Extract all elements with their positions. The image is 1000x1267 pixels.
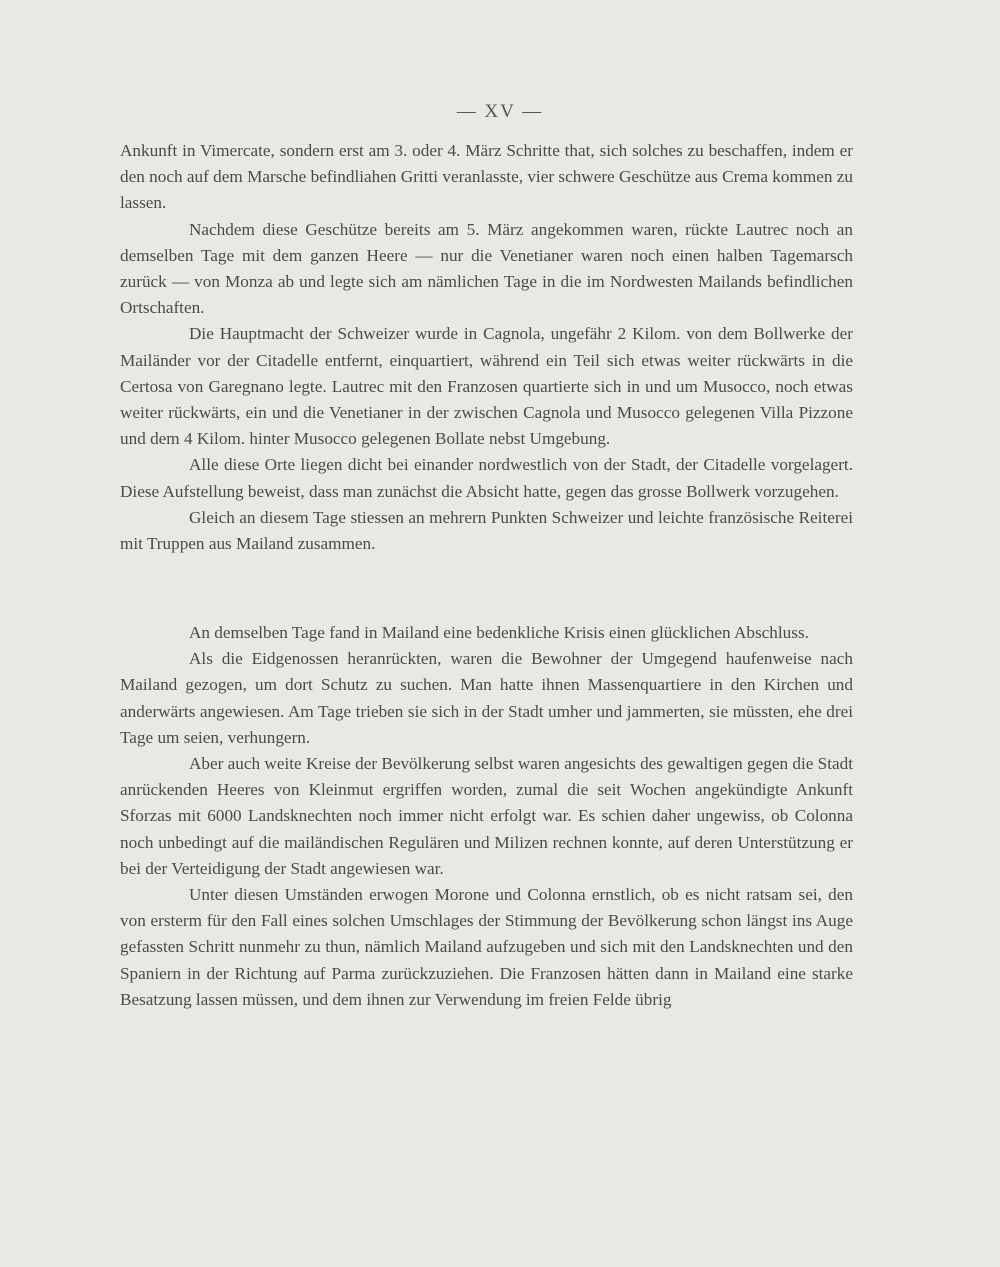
paragraph: Aber auch weite Kreise der Bevölkerung selbst waren angesichts des gewaltigen gegen die Stadt anrückenden Heeres von Kleinmut ergriffen worden, zumal die seit Wochen angekündigte Ankunft Sforzas mit 6000 Landsknechten noch immer nicht erfolgt war. Es schien daher ungewiss, ob Colonna noch unbedingt auf die mailändischen Regulären und Milizen rechnen konnte, auf deren Unterstützung er bei der Verteidigung der Stadt angewiesen war. xyxy=(120,754,853,878)
paragraph: Unter diesen Umständen erwogen Morone und Colonna ernstlich, ob es nicht ratsam sei, den von ersterm für den Fall eines solchen Umschlages der Stimmung der Bevölkerung schon längst ins Auge gefassten Schritt nunmehr zu thun, nämlich Mailand aufzugeben und sich mit den Landsknechten und den Spaniern in der Richtung auf Parma zurückzuziehen. Die Franzosen hätten dann in Mailand eine starke Besatzung lassen müssen, und dem ihnen zur Verwendung im freien Felde übrig xyxy=(120,885,853,1009)
paragraph: Nachdem diese Geschütze bereits am 5. März angekommen waren, rückte Lautrec noch an demselben Tage mit dem ganzen Heere — nur die Venetianer waren noch einen halben Tagemarsch zurück — von Monza ab und legte sich am nämlichen Tage in die im Nordwesten Mailands befindlichen Ortschaften. xyxy=(120,219,853,318)
paragraph: Ankunft in Vimercate, sondern erst am 3. oder 4. März Schritte that, sich solches zu beschaffen, indem er den noch auf dem Marsche befindliahen Gritti veranlasste, vier schwere Geschütze aus Crema kommen zu lassen. xyxy=(120,141,853,213)
paragraph: Alle diese Orte liegen dicht bei einander nordwestlich von der Stadt, der Citadelle vorgelagert. Diese Aufstellung beweist, dass man zunächst die Absicht hatte, gegen das grosse Bollwerk vorzugehen. xyxy=(120,455,853,501)
page-number: — XV — xyxy=(456,101,544,122)
paragraph: Gleich an diesem Tage stiessen an mehrern Punkten Schweizer und leichte französische Reiterei mit Truppen aus Mailand zusammen. xyxy=(120,507,853,554)
paragraph: Als die Eidgenossen heranrückten, waren die Bewohner der Umgegend haufenweise nach Mailand gezogen, um dort Schutz zu suchen. Man hatte ihnen Massenquartiere in den Kirchen und anderwärts angewiesen. Am Tage trieben sie sich in der Stadt umher und jammerten, sie müssten, ehe drei Tage um seien, verhungern. xyxy=(120,649,853,747)
paragraph: Die Hauptmacht der Schweizer wurde in Cagnola, ungefähr 2 Kilom. von dem Bollwerke der Mailänder vor der Citadelle entfernt, einquartiert, während ein Teil sich etwas weiter rückwärts in die Certosa von Garegnano legte. Lautrec mit den Franzosen quartierte sich in und um Musocco, noch etwas weiter rückwärts, ein und die Venetianer in der zwischen Cagnola und Musocco gelegenen Villa Pizzone und dem 4 Kilom. hinter Musocco gelegenen Bollate nebst Umgebung. xyxy=(120,324,853,449)
text-section-2 xyxy=(120,620,853,1013)
text-section-1 xyxy=(120,138,853,557)
paragraph: An demselben Tage fand in Mailand eine bedenkliche Krisis einen glücklichen Abschluss. xyxy=(189,623,809,642)
